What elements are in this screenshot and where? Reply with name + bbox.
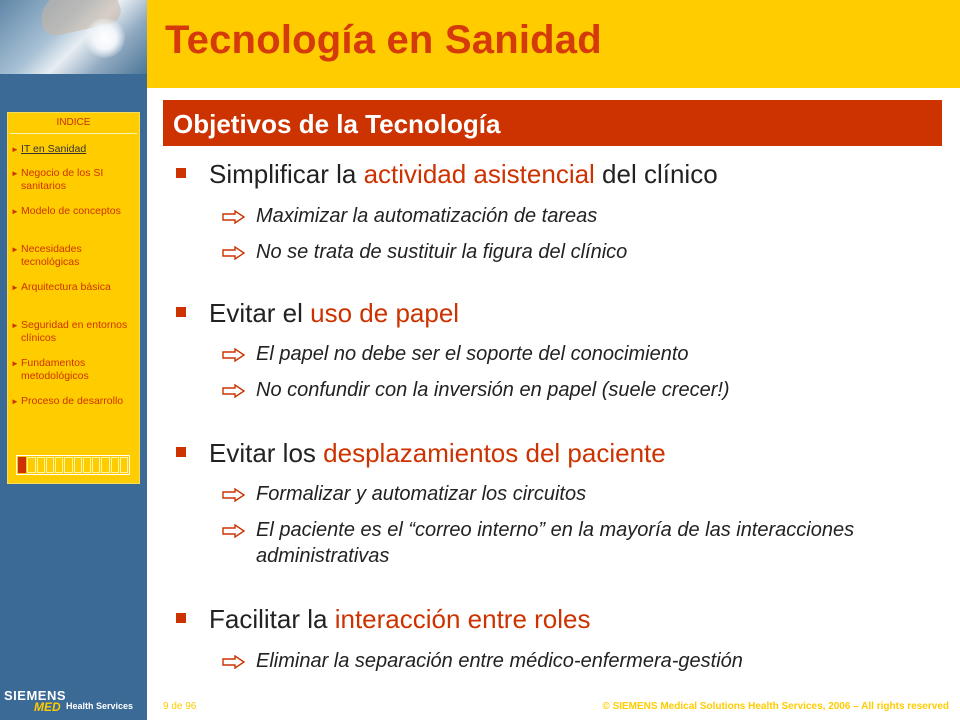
bullet-2: Evitar el uso de papel [209, 298, 460, 328]
triangle-right-icon: ► [11, 145, 19, 154]
bullet-2-sub-1: El papel no debe ser el soporte del conocimiento [256, 343, 689, 365]
subtitle-bar [163, 100, 942, 146]
progress-cell [83, 457, 91, 473]
bullet-2-sub-2: No confundir con la inversión en papel (suele crecer!) [256, 379, 730, 401]
progress-cell [64, 457, 72, 473]
index-item-modelo[interactable]: ► Modelo de conceptos [11, 205, 121, 217]
bullet-3: Evitar los desplazamientos del paciente [209, 438, 666, 468]
progress-cell [120, 457, 128, 473]
hollow-arrow-icon [222, 524, 246, 538]
hollow-arrow-icon [222, 348, 246, 362]
section-progress-bar [16, 455, 130, 475]
triangle-right-icon: ► [11, 207, 19, 216]
index-heading: INDICE [56, 117, 91, 128]
hollow-arrow-icon [222, 488, 246, 502]
progress-cell [27, 457, 35, 473]
siemens-logo: SIEMENS MED Health Services [4, 688, 134, 714]
index-item-arquitectura[interactable]: ► Arquitectura básica [11, 281, 111, 293]
hollow-arrow-icon [222, 210, 246, 224]
progress-cell [55, 457, 63, 473]
hollow-arrow-icon [222, 384, 246, 398]
header-photo [0, 0, 147, 74]
slide-subtitle: Objetivos de la Tecnología [173, 109, 501, 139]
triangle-right-icon: ► [11, 397, 19, 406]
bullet-1-sub-2: No se trata de sustituir la figura del clínico [256, 241, 628, 263]
bullet-4-sub-1: Eliminar la separación entre médico-enfermera-gestión [256, 650, 743, 672]
hollow-arrow-icon [222, 655, 246, 669]
progress-cell [101, 457, 109, 473]
index-list [11, 143, 139, 433]
triangle-right-icon: ► [11, 283, 19, 292]
triangle-right-icon: ► [11, 169, 19, 178]
index-divider [10, 133, 137, 134]
square-bullet-icon [176, 168, 186, 178]
progress-cell [46, 457, 54, 473]
progress-cell [111, 457, 119, 473]
page-number: 9 de 96 [163, 701, 197, 712]
triangle-right-icon: ► [11, 245, 19, 254]
index-item-necesidades[interactable]: ► Necesidades tecnológicas [11, 243, 82, 268]
progress-cell [92, 457, 100, 473]
bullet-3-sub-1: Formalizar y automatizar los circuitos [256, 483, 587, 505]
square-bullet-icon [176, 613, 186, 623]
bullet-4: Facilitar la interacción entre roles [209, 604, 591, 634]
bullet-1-sub-1: Maximizar la automatización de tareas [256, 205, 598, 227]
index-item-seguridad[interactable]: ► Seguridad en entornos clínicos [11, 319, 128, 344]
triangle-right-icon: ► [11, 359, 19, 368]
progress-cell [37, 457, 45, 473]
progress-cell [18, 457, 26, 473]
square-bullet-icon [176, 447, 186, 457]
index-item-fundamentos[interactable]: ► Fundamentos metodológicos [11, 357, 89, 382]
bullet-1: Simplificar la actividad asistencial del clínico [209, 159, 718, 189]
index-item-it-sanidad[interactable]: ► IT en Sanidad [11, 143, 87, 155]
index-item-negocio[interactable]: ► Negocio de los SI sanitarios [11, 167, 104, 192]
copyright-notice: © SIEMENS Medical Solutions Health Services, 2006 – All rights reserved [602, 701, 949, 712]
index-item-proceso[interactable]: ► Proceso de desarrollo [11, 395, 124, 407]
triangle-right-icon: ► [11, 321, 19, 330]
square-bullet-icon [176, 307, 186, 317]
slide-title: Tecnología en Sanidad [165, 18, 602, 62]
hollow-arrow-icon [222, 246, 246, 260]
progress-cell [74, 457, 82, 473]
index-panel [7, 112, 140, 484]
bullet-3-sub-2: El paciente es el “correo interno” en la mayoría de las interacciones administrativas [256, 519, 855, 567]
